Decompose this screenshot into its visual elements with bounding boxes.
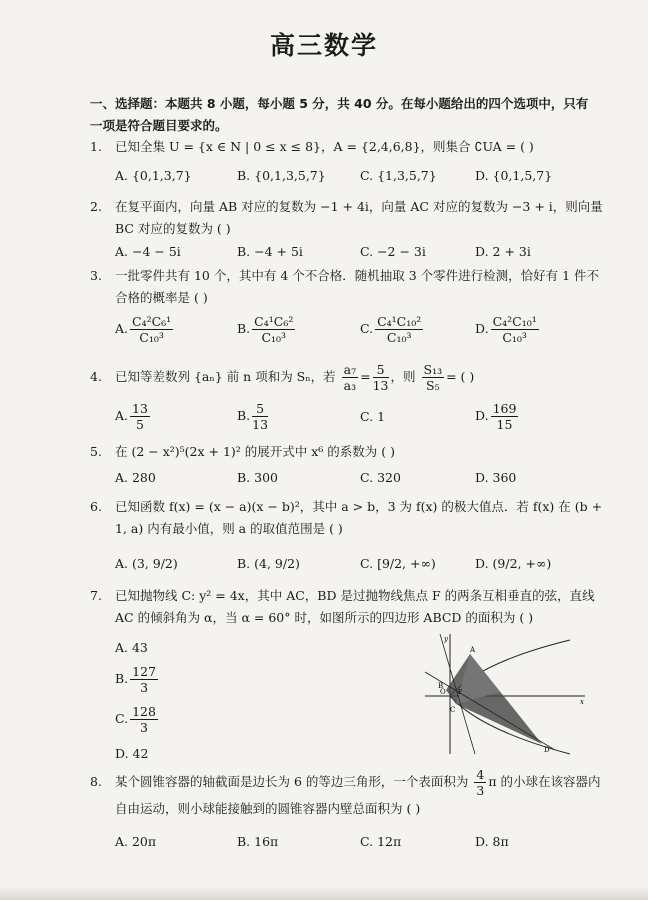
- numerator: a₇: [343, 362, 357, 377]
- denominator: 5: [135, 417, 144, 432]
- denominator: 13: [372, 378, 389, 393]
- numerator: 4: [476, 767, 485, 782]
- numerator: 13: [132, 401, 148, 416]
- numerator: 5: [252, 401, 268, 417]
- text-part: π 的小球在该容器内自由运动，则小球能接触到的圆锥容器内壁总面积为 ( ): [115, 774, 601, 816]
- denominator: S₅: [426, 378, 440, 393]
- page-title: 高三数学: [269, 31, 378, 60]
- label-o: O: [440, 688, 446, 696]
- fraction: [342, 362, 358, 393]
- label-c: C: [450, 706, 456, 714]
- numerator: 128: [132, 704, 156, 719]
- question-text: 一批零件共有 10 个，其中有 4 个不合格．随机抽取 3 个零件进行检测，恰好有 1 件不合格的概率是 ( ): [115, 268, 600, 305]
- option-c[interactable]: C. 320: [360, 470, 401, 485]
- option-letter: A.: [115, 408, 129, 423]
- option-a[interactable]: A. {0,1,3,7}: [115, 168, 192, 183]
- option-c[interactable]: [360, 314, 425, 345]
- denominator: a₃: [343, 378, 357, 393]
- numerator: 169: [492, 401, 517, 416]
- question-8: [90, 767, 610, 820]
- option-d[interactable]: D. 360: [475, 470, 517, 485]
- option-b[interactable]: B. −4 + 5i: [237, 244, 303, 259]
- question-3: [90, 265, 610, 309]
- denominator: C₁₀³: [502, 330, 527, 345]
- text-part: 某个圆锥容器的轴截面是边长为 6 的等边三角形，一个表面积为: [115, 774, 469, 789]
- option-c[interactable]: C. 1: [360, 409, 386, 424]
- fraction: [130, 314, 173, 345]
- option-a[interactable]: A. 20π: [115, 834, 157, 849]
- option-a[interactable]: [115, 401, 152, 432]
- option-b[interactable]: [237, 401, 270, 432]
- label-x: x: [580, 698, 584, 706]
- option-b[interactable]: [115, 664, 160, 695]
- numerator: S₁₃: [423, 362, 443, 377]
- option-d[interactable]: [475, 314, 541, 345]
- option-c[interactable]: C. −2 − 3i: [360, 244, 426, 259]
- fraction: [491, 401, 519, 432]
- option-a[interactable]: [115, 314, 175, 345]
- question-6: [90, 496, 610, 540]
- option-d[interactable]: D. 42: [115, 746, 149, 761]
- question-7: [90, 585, 610, 629]
- label-y: y: [444, 635, 448, 643]
- option-d[interactable]: D. {0,1,5,7}: [475, 168, 553, 183]
- fraction: [373, 362, 389, 393]
- section-heading: 一、选择题：本题共 8 小题，每小题 5 分，共 40 分。在每小题给出的四个选项中，只有一项是符合题目要求的。: [90, 96, 589, 133]
- text-part: ，则: [390, 369, 416, 384]
- denominator: 15: [496, 417, 513, 432]
- numerator: C₄¹C₆²: [254, 314, 294, 329]
- question-text: 在复平面内，向量 AB 对应的复数为 −1 + 4i，向量 AC 对应的复数为 −3 + i，则向量 BC 对应的复数为 ( ): [115, 199, 603, 236]
- fraction: [130, 401, 150, 432]
- fraction: [130, 704, 158, 735]
- text-part: 已知等差数列 {aₙ} 前 n 项和为 Sₙ，若: [115, 369, 336, 384]
- option-b[interactable]: B. (4, 9/2): [237, 556, 300, 571]
- question-number: 4.: [90, 369, 102, 384]
- question-number: 6.: [90, 499, 102, 514]
- question-text: [115, 362, 610, 393]
- option-d[interactable]: D. 8π: [475, 834, 509, 849]
- fraction: [252, 401, 268, 432]
- numerator: C₄²C₁₀¹: [492, 314, 537, 329]
- fraction: [130, 664, 158, 695]
- label-a: A: [470, 646, 476, 654]
- question-text: [115, 767, 610, 820]
- option-c[interactable]: C. 12π: [360, 834, 402, 849]
- page-edge-shadow: [0, 886, 648, 900]
- fraction: [375, 314, 423, 345]
- option-a[interactable]: A. 280: [115, 470, 156, 485]
- fraction: [491, 314, 539, 345]
- denominator: 3: [476, 783, 485, 798]
- label-d: D: [544, 746, 550, 754]
- fraction: [252, 314, 295, 345]
- question-2: [90, 196, 610, 240]
- option-letter: D.: [475, 321, 489, 336]
- option-b[interactable]: B. {0,1,3,5,7}: [237, 168, 326, 183]
- question-text: 已知函数 f(x) = (x − a)(x − b)²，其中 a > b，3 为 f(x) 的极大值点．若 f(x) 在 (b + 1, a) 内有最小值，则 a 的取值范围是 ( ): [115, 499, 603, 536]
- numerator: 5: [373, 362, 389, 378]
- option-letter: B.: [115, 671, 129, 686]
- question-text: 已知全集 U = {x ∈ N | 0 ≤ x ≤ 8}，A = {2,4,6,8}，则集合 ∁UA = ( ): [115, 139, 534, 154]
- option-d[interactable]: D. 2 + 3i: [475, 244, 531, 259]
- question-text: 在 (2 − x²)⁵(2x + 1)² 的展开式中 x⁶ 的系数为 ( ): [115, 444, 395, 459]
- parabola-figure: [420, 632, 590, 757]
- text-part: = ( ): [446, 369, 475, 384]
- question-text: 已知抛物线 C: y² = 4x，其中 AC，BD 是过抛物线焦点 F 的两条互相垂直的弦，直线 AC 的倾斜角为 α，当 α = 60° 时，如图所示的四边形 ABCD 的面积为 ( ): [115, 588, 595, 625]
- option-letter: A.: [115, 321, 129, 336]
- fraction: [422, 362, 445, 393]
- fraction: [474, 767, 486, 798]
- option-letter: C.: [115, 711, 129, 726]
- option-a[interactable]: A. −4 − 5i: [115, 244, 181, 259]
- numerator: C₄¹C₁₀²: [377, 314, 422, 329]
- option-b[interactable]: [237, 314, 297, 345]
- option-d[interactable]: D. (9/2, +∞): [475, 556, 552, 571]
- label-f: F: [458, 689, 463, 696]
- option-letter: B.: [237, 408, 251, 423]
- option-a[interactable]: A. 43: [115, 640, 148, 655]
- option-a[interactable]: A. (3, 9/2): [115, 556, 178, 571]
- option-b[interactable]: B. 16π: [237, 834, 279, 849]
- option-c[interactable]: [115, 704, 160, 735]
- option-c[interactable]: C. {1,3,5,7}: [360, 168, 437, 183]
- denominator: C₁₀³: [139, 330, 164, 345]
- option-c[interactable]: C. [9/2, +∞): [360, 556, 436, 571]
- denominator: C₁₀³: [261, 330, 287, 345]
- option-letter: D.: [475, 408, 489, 423]
- numerator: C₄²C₆¹: [132, 314, 172, 329]
- question-number: 8.: [90, 774, 102, 789]
- option-d[interactable]: [475, 401, 520, 432]
- denominator: C₁₀³: [386, 330, 412, 345]
- question-1: [90, 136, 610, 158]
- text-part: =: [360, 369, 371, 384]
- denominator: 13: [252, 417, 269, 432]
- option-letter: C.: [360, 321, 374, 336]
- question-number: 7.: [90, 588, 102, 603]
- question-number: 1.: [90, 139, 102, 154]
- denominator: 3: [140, 720, 148, 735]
- question-number: 3.: [90, 268, 102, 283]
- question-number: 5.: [90, 444, 102, 459]
- question-4: [90, 362, 610, 393]
- option-letter: B.: [237, 321, 251, 336]
- denominator: 3: [140, 680, 149, 695]
- label-b: B: [438, 682, 444, 690]
- question-5: [90, 441, 610, 463]
- option-b[interactable]: B. 300: [237, 470, 278, 485]
- question-number: 2.: [90, 199, 102, 214]
- numerator: 127: [132, 664, 157, 679]
